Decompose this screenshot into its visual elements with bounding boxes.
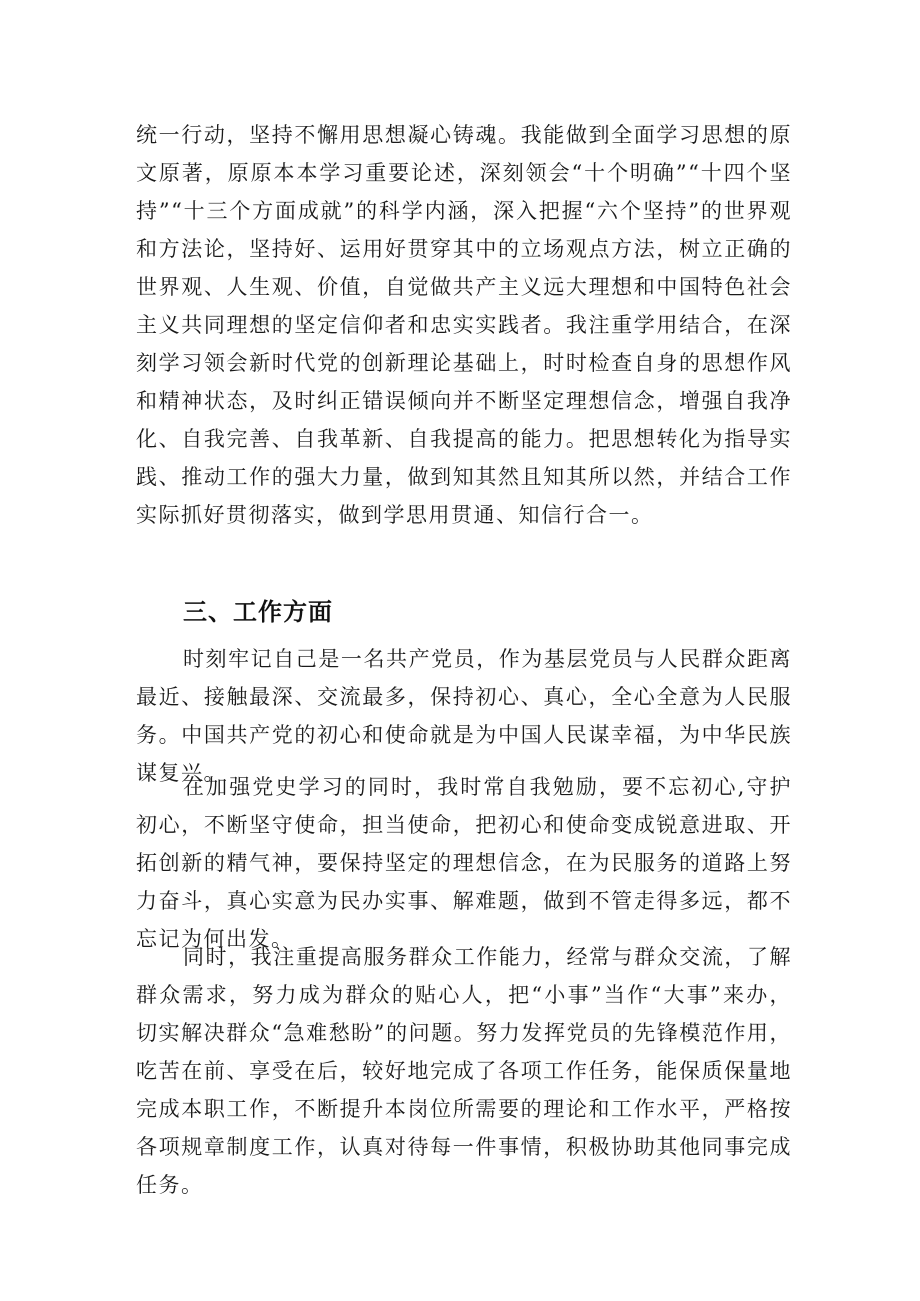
paragraph-work-2: 在加强党史学习的同时，我时常自我勉励，要不忘初心,守护初心，不断坚守使命，担当使命，把初心和使命变成锐意进取、开拓创新的精气神，要保持坚定的理想信念，在为民服务的道路上努力奋斗，真心实意为民办实事、解难题，做到不管走得多远，都不忘记为何出发。 [136, 775, 792, 951]
section-heading: 三、工作方面 [183, 598, 333, 626]
paragraph-work-3: 同时，我注重提高服务群众工作能力，经常与群众交流，了解群众需求，努力成为群众的贴心人，把“小事”当作“大事”来办，切实解决群众“急难愁盼”的问题。努力发挥党员的先锋模范作用，吃苦在前、享受在后，较好地完成了各项工作任务，能保质保量地完成本职工作，不断提升本岗位所需要的理论和工作水平，严格按各项规章制度工作，认真对待每一件事情，积极协助其他同事完成任务。 [136, 945, 792, 1197]
paragraph-work-1: 时刻牢记自己是一名共产党员，作为基层党员与人民群众距离最近、接触最深、交流最多，保持初心、真心，全心全意为人民服务。中国共产党的初心和使命就是为中国人民谋幸福，为中华民族谋复兴。 [136, 647, 792, 785]
paragraph-continued: 统一行动，坚持不懈用思想凝心铸魂。我能做到全面学习思想的原文原著，原原本本学习重要论述，深刻领会“十个明确”“十四个坚持”“十三个方面成就”的科学内涵，深入把握“六个坚持”的世界观和方法论，坚持好、运用好贯穿其中的立场观点方法，树立正确的世界观、人生观、价值，自觉做共产主义远大理想和中国特色社会主义共同理想的坚定信仰者和忠实实践者。我注重学用结合，在深刻学习领会新时代党的创新理论基础上，时时检查自身的思想作风和精神状态，及时纠正错误倾向并不断坚定理想信念，增强自我净化、自我完善、自我革新、自我提高的能力。把思想转化为指导实践、推动工作的强大力量，做到知其然且知其所以然，并结合工作实际抓好贯彻落实，做到学思用贯通、知信行合一。 [136, 123, 792, 527]
